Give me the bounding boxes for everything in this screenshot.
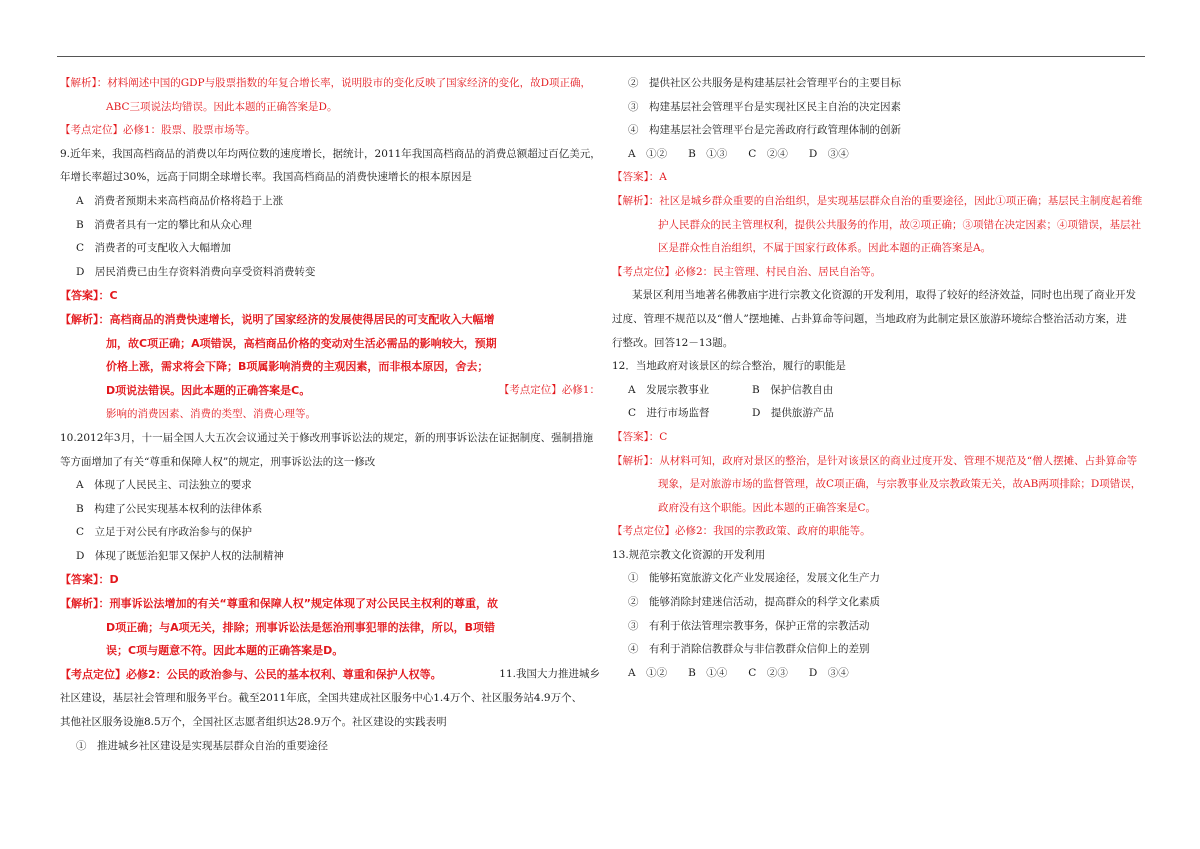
q9-option-b: B 消费者具有一定的攀比和从众心理 <box>76 218 252 231</box>
q12-option-c: C 进行市场监督 <box>628 407 710 420</box>
q9-option-c: C 消费者的可支配收入大幅增加 <box>76 242 232 255</box>
q11-analysis-line-3: 区是群众性自治组织，不属于国家行政体系。因此本题的正确答案是A。 <box>658 242 992 255</box>
q10-knowledge-point: 【考点定位】必修2：公民的政治参与、公民的基本权利、尊重和保护人权等。 <box>60 667 442 681</box>
material-line-2: 过度、管理不规范以及“僧人”摆地摊、占卦算命等问题，当地政府为此制定景区旅游环境综合整治活动方案，进 <box>612 312 1127 325</box>
q11-item-1: ① 推进城乡社区建设是实现基层群众自治的重要途径 <box>76 739 328 752</box>
q9-knowledge-point: 影响的消费因素、消费的类型、消费心理等。 <box>106 408 316 421</box>
q9-option-a: A 消费者预期未来高档商品价格将趋于上涨 <box>76 194 284 207</box>
q11-item-2: ② 提供社区公共服务是构建基层社会管理平台的主要目标 <box>628 77 901 89</box>
q9-answer: 【答案】：C <box>60 289 118 303</box>
q12-analysis-line-3: 政府没有这个职能。因此本题的正确答案是C。 <box>658 501 877 514</box>
q13-item-1: ① 能够拓宽旅游文化产业发展途径，发展文化生产力 <box>628 572 880 585</box>
q10-option-a: A 体现了人民民主、司法独立的要求 <box>76 479 252 492</box>
q13-options: A ①② B ①④ C ②③ D ③④ <box>628 666 849 679</box>
q11-stem-line-2: 其他社区服务设施8.5万个，全国社区志愿者组织达28.9万个。社区建设的实践表明 <box>60 716 447 729</box>
header-rule <box>57 56 1145 57</box>
q10-analysis-line-3: 误；C项与题意不符。因此本题的正确答案是D。 <box>106 644 344 658</box>
q12-option-d: D 提供旅游产品 <box>752 407 834 420</box>
q13-item-2: ② 能够消除封建迷信活动，提高群众的科学文化素质 <box>628 596 880 609</box>
material-line-3: 行整改。回答12－13题。 <box>612 336 734 349</box>
q11-item-4: ④ 构建基层社会管理平台是完善政府行政管理体制的创新 <box>628 124 901 137</box>
prev-analysis-line-1: 【解析】：材料阐述中国的GDP与股票指数的年复合增长率，说明股市的变化反映了国家经济的变化，故D项正确， <box>60 77 592 89</box>
q13-item-3: ③ 有利于依法管理宗教事务，保护正常的宗教活动 <box>628 619 870 632</box>
q9-knowledge-point-label: 【考点定位】必修1： <box>498 383 600 396</box>
q12-option-a: A 发展宗教事业 <box>628 383 710 396</box>
q13-stem: 13.规范宗教文化资源的开发利用 <box>612 548 766 561</box>
q9-analysis-line-4-row <box>60 379 600 404</box>
q11-stem-line-1: 社区建设，基层社会管理和服务平台。截至2011年底，全国共建成社区服务中心1.4万个、社区服务站4.9万个、 <box>60 692 583 705</box>
q9-stem-line-1: 9.近年来，我国高档商品的消费以年均两位数的速度增长，据统计，2011年我国高档商品的消费总额超过百亿美元， <box>60 147 601 160</box>
q12-analysis-line-2: 现象，是对旅游市场的监督管理，故C项正确，与宗教事业及宗教政策无关，故AB两项排除；D项错误， <box>658 478 1142 491</box>
q11-knowledge-point: 【考点定位】必修2：民主管理、村民自治、居民自治等。 <box>612 265 882 278</box>
q10-analysis-line-1: 【解析】：刑事诉讼法增加的有关“尊重和保障人权”规定体现了对公民民主权利的尊重，故 <box>60 597 498 611</box>
q10-option-b: B 构建了公民实现基本权利的法律体系 <box>76 502 263 515</box>
material-line-1: 某景区利用当地著名佛教庙宇进行宗教文化资源的开发利用，取得了较好的经济效益，同时也出现了商业开发 <box>632 289 1136 302</box>
q9-analysis-line-4: D项说法错误。因此本题的正确答案是C。 <box>106 383 311 397</box>
q12-options-row-1 <box>612 379 1147 403</box>
q13-item-4: ④ 有利于消除信教群众与非信教群众信仰上的差别 <box>628 643 870 656</box>
q9-analysis-line-1: 【解析】：高档商品的消费快速增长，说明了国家经济的发展使得居民的可支配收入大幅增 <box>60 312 495 326</box>
left-column <box>60 72 600 758</box>
q10-stem-line-2: 等方面增加了有关“尊重和保障人权”的规定，刑事诉讼法的这一修改 <box>60 455 376 468</box>
q12-option-b: B 保护信教自由 <box>752 383 834 396</box>
q9-analysis-line-2: 加，故C项正确；A项错误，高档商品价格的变动对生活必需品的影响较大，预期 <box>106 336 497 350</box>
q10-option-d: D 体现了既惩治犯罪又保护人权的法制精神 <box>76 549 284 562</box>
q10-analysis-line-2: D项正确；与A项无关，排除；刑事诉讼法是惩治刑事犯罪的法律，所以，B项错 <box>106 620 496 634</box>
q11-analysis-line-2: 护人民群众的民主管理权利，提供公共服务的作用，故②项正确；③项错在决定因素；④项错误，基层社 <box>658 218 1141 231</box>
q12-knowledge-point: 【考点定位】必修2：我国的宗教政策、政府的职能等。 <box>612 525 871 538</box>
prev-analysis-line-2: ABC三项说法均错误。因此本题的正确答案是D。 <box>106 100 338 113</box>
right-column <box>612 72 1147 685</box>
q9-analysis-line-3: 价格上涨，需求将会下降；B项属影响消费的主观因素，而非根本原因，舍去； <box>106 360 489 374</box>
q11-item-3: ③ 构建基层社会管理平台是实现社区民主自治的决定因素 <box>628 100 901 113</box>
q12-options-row-2 <box>612 402 1147 426</box>
q9-option-d: D 居民消费已由生存资料消费向享受资料消费转变 <box>76 265 316 278</box>
q11-options: A ①② B ①③ C ②④ D ③④ <box>628 147 849 160</box>
q10-stem-line-1: 10.2012年3月，十一届全国人大五次会议通过关于修改刑事诉讼法的规定，新的刑事诉讼法在证据制度、强制措施 <box>60 431 594 444</box>
q10-knowledge-row <box>60 663 600 688</box>
q11-analysis-line-1: 【解析】：社区是城乡群众重要的自治组织，是实现基层群众自治的重要途径，因此①项正确；基层民主制度起着维 <box>612 194 1143 207</box>
q11-heading: 11.我国大力推进城乡 <box>499 667 600 680</box>
q10-answer: 【答案】：D <box>60 573 119 587</box>
q12-stem: 12．当地政府对该景区的综合整治，履行的职能是 <box>612 360 846 373</box>
q11-answer: 【答案】：A <box>612 171 667 184</box>
prev-knowledge-point: 【考点定位】必修1：股票、股票市场等。 <box>60 124 256 137</box>
q9-stem-line-2: 年增长率超过30%，远高于同期全球增长率。我国高档商品的消费快速增长的根本原因是 <box>60 171 472 184</box>
q12-answer: 【答案】：C <box>612 430 668 443</box>
q10-option-c: C 立足于对公民有序政治参与的保护 <box>76 526 253 539</box>
q12-analysis-line-1: 【解析】：从材料可知，政府对景区的整治，是针对该景区的商业过度开发、管理不规范及“僧人摆摊、占卦算命等 <box>612 454 1138 467</box>
